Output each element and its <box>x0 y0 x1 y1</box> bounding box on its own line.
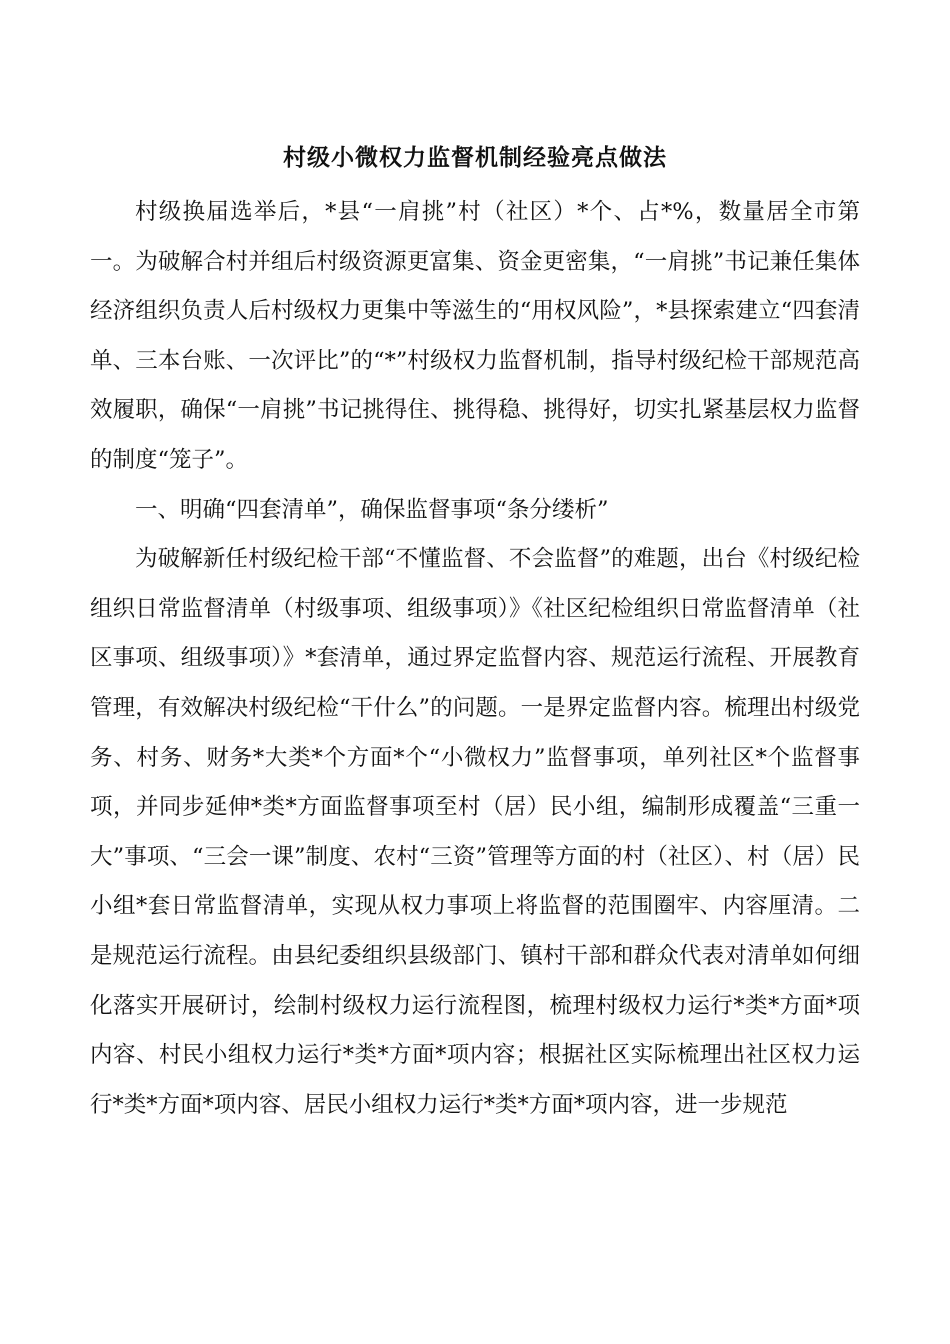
section-heading-1: 一、明确“四套清单”，确保监督事项“条分缕析” <box>135 496 609 523</box>
body-paragraph: 为破解新任村级纪检干部“不懂监督、不会监督”的难题，出台《村级纪检组织日常监督清单（村级事项、组级事项）》《社区纪检组织日常监督清单（社区事项、组级事项）》*套清单，通过界定监督内容、规范运行流程、开展教育管理，有效解决村级纪检“干什么”的问题。一是界定监督内容。梳理出村级党务、村务、财务*大类*个方面*个“小微权力”监督事项，单列社区*个监督事项，并同步延伸*类*方面监督事项至村（居）民小组，编制形成覆盖“三重一大”事项、“三会一课”制度、农村“三资”管理等方面的村（社区）、村（居）民小组*套日常监督清单，实现从权力事项上将监督的范围圈牢、内容厘清。二是规范运行流程。由县纪委组织县级部门、镇村干部和群众代表对清单如何细化落实开展研讨，绘制村级权力运行流程图，梳理村级权力运行*类*方面*项内容、村民小组权力运行*类*方面*项内容；根据社区实际梳理出社区权力运行*类*方面*项内容、居民小组权力运行*类*方面*项内容，进一步规范 <box>90 546 860 1118</box>
document-title: 村级小微权力监督机制经验亮点做法 <box>283 144 667 171</box>
document-page <box>90 138 860 1130</box>
intro-paragraph: 村级换届选举后，*县“一肩挑”村（社区）*个、占*%，数量居全市第一。为破解合村并组后村级资源更富集、资金更密集，“一肩挑”书记兼任集体经济组织负责人后村级权力更集中等滋生的“用权风险”，*县探索建立“四套清单、三本台账、一次评比”的“*”村级权力监督机制，指导村级纪检干部规范高效履职，确保“一肩挑”书记挑得住、挑得稳、挑得好，切实扎紧基层权力监督的制度“笼子”。 <box>90 199 860 473</box>
